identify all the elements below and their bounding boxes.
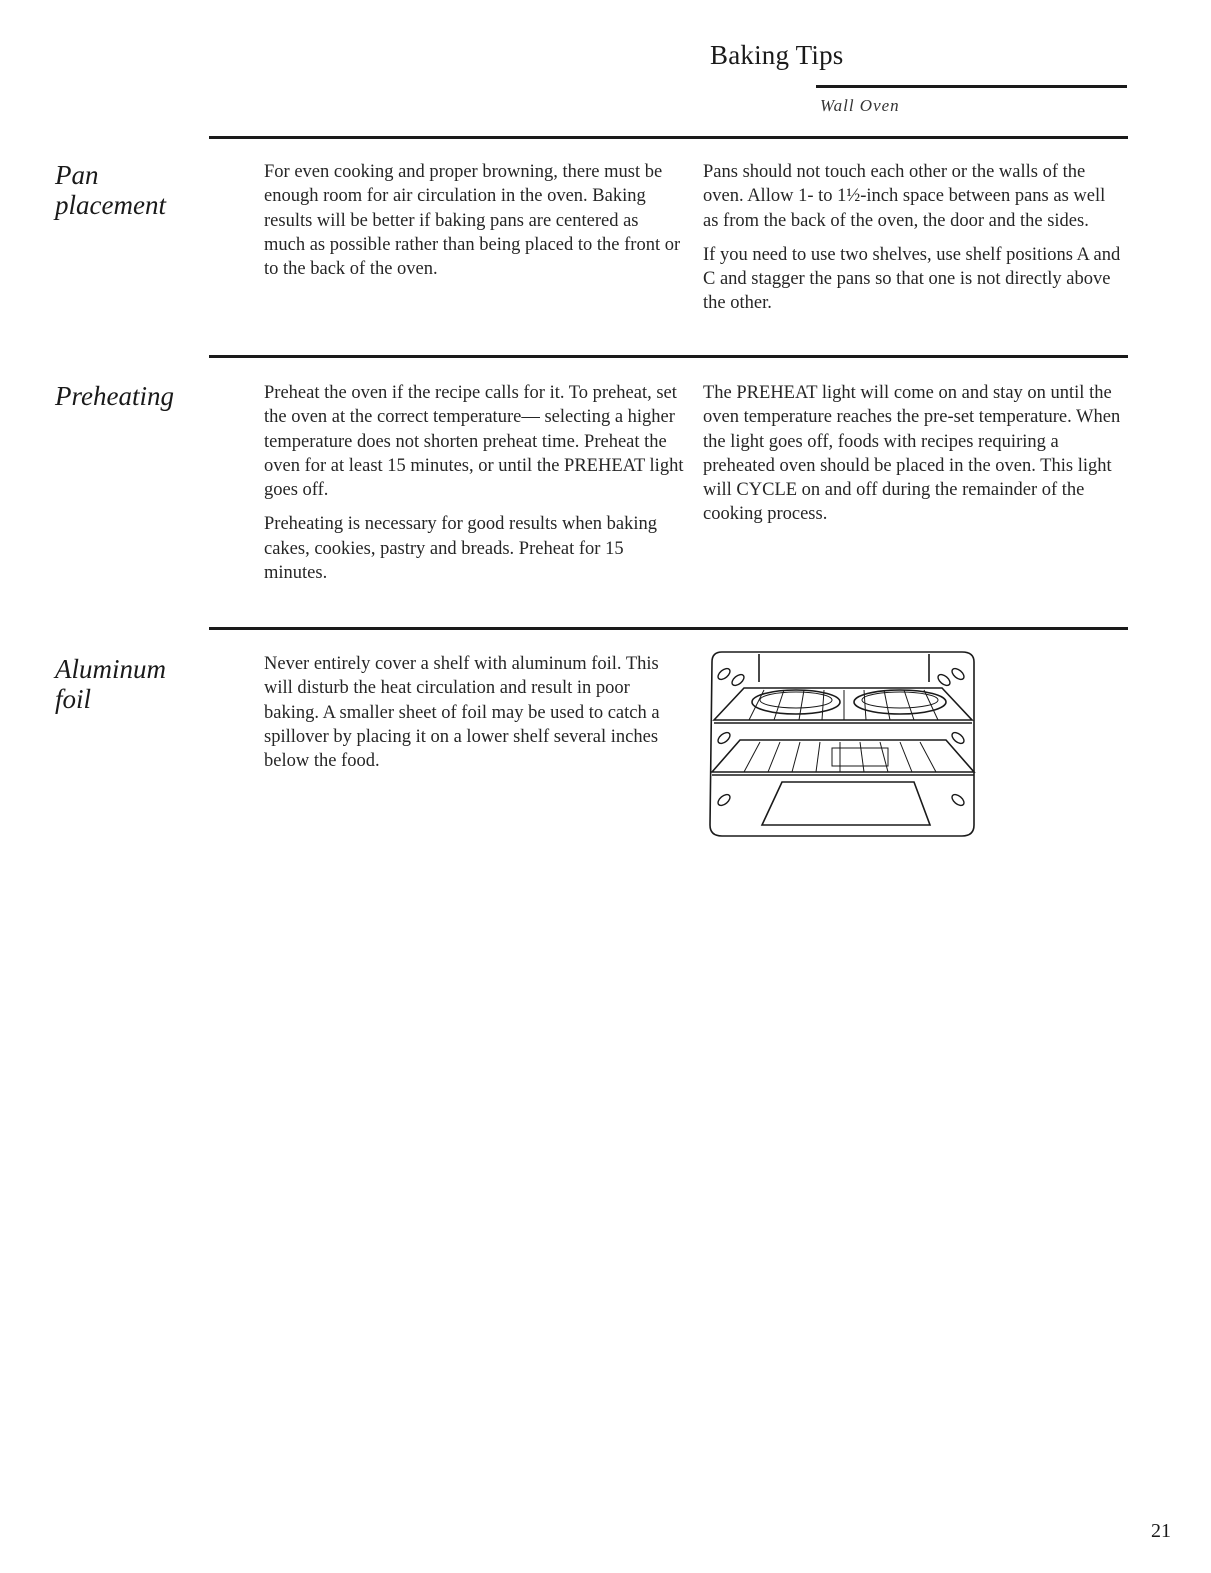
section-heading-preheating [55, 381, 174, 411]
section-divider [209, 627, 1128, 630]
paragraph: Pans should not touch each other or the walls of the oven. Allow 1- to 1½-inch space between pans as well as from the back of the oven, the door and the sides. [703, 162, 1106, 231]
preheating-left-column [264, 381, 684, 585]
page-title: Baking Tips [710, 40, 844, 70]
oven-shelves-illustration [704, 650, 978, 838]
paragraph: Preheat the oven if the recipe calls for it. To preheat, set the oven at the correct temperature— selecting a higher temperature does not shorten preheat time. Preheat the oven for at least 15 minutes, or until the PREHEAT light goes off. [264, 383, 684, 501]
page-number: 21 [1151, 1520, 1171, 1542]
pan-placement-right-column [703, 160, 1123, 316]
paragraph: For even cooking and proper browning, there must be enough room for air circulation in the oven. Baking results will be better if baking pans are centered as much as possible rather than being placed to the front or to the back of the oven. [264, 162, 681, 280]
section-heading-line: foil [55, 684, 92, 714]
section-divider [209, 136, 1128, 139]
paragraph: The PREHEAT light will come on and stay on until the oven temperature reaches the pre-set temperature. When the light goes off, foods with recipes requiring a preheated oven should be placed in the oven. This light will CYCLE on and off during the remainder of the cooking process. [703, 383, 1121, 525]
section-heading-aluminum-foil [55, 654, 166, 714]
section-heading-line: Aluminum [55, 654, 166, 684]
section-heading-line: Preheating [55, 381, 174, 411]
section-divider [209, 355, 1128, 358]
paragraph: If you need to use two shelves, use shelf positions A and C and stagger the pans so that one is not directly above the other. [703, 244, 1121, 314]
preheating-right-column [703, 381, 1123, 527]
aluminum-foil-left-column [264, 652, 684, 773]
paragraph: Preheating is necessary for good results when baking cakes, cookies, pastry and breads. Preheat for 15 minutes. [264, 514, 658, 584]
section-heading-line: placement [55, 190, 166, 220]
paragraph: Never entirely cover a shelf with aluminum foil. This will disturb the heat circulation and result in poor baking. A smaller sheet of foil may be used to catch a spillover by placing it on a lower shelf several inches below the food. [264, 654, 660, 772]
section-heading-line: Pan [55, 160, 99, 190]
section-heading-pan-placement [55, 160, 166, 220]
pan-placement-left-column [264, 160, 684, 281]
page-subtitle: Wall Oven [820, 96, 900, 115]
title-rule [816, 85, 1127, 88]
